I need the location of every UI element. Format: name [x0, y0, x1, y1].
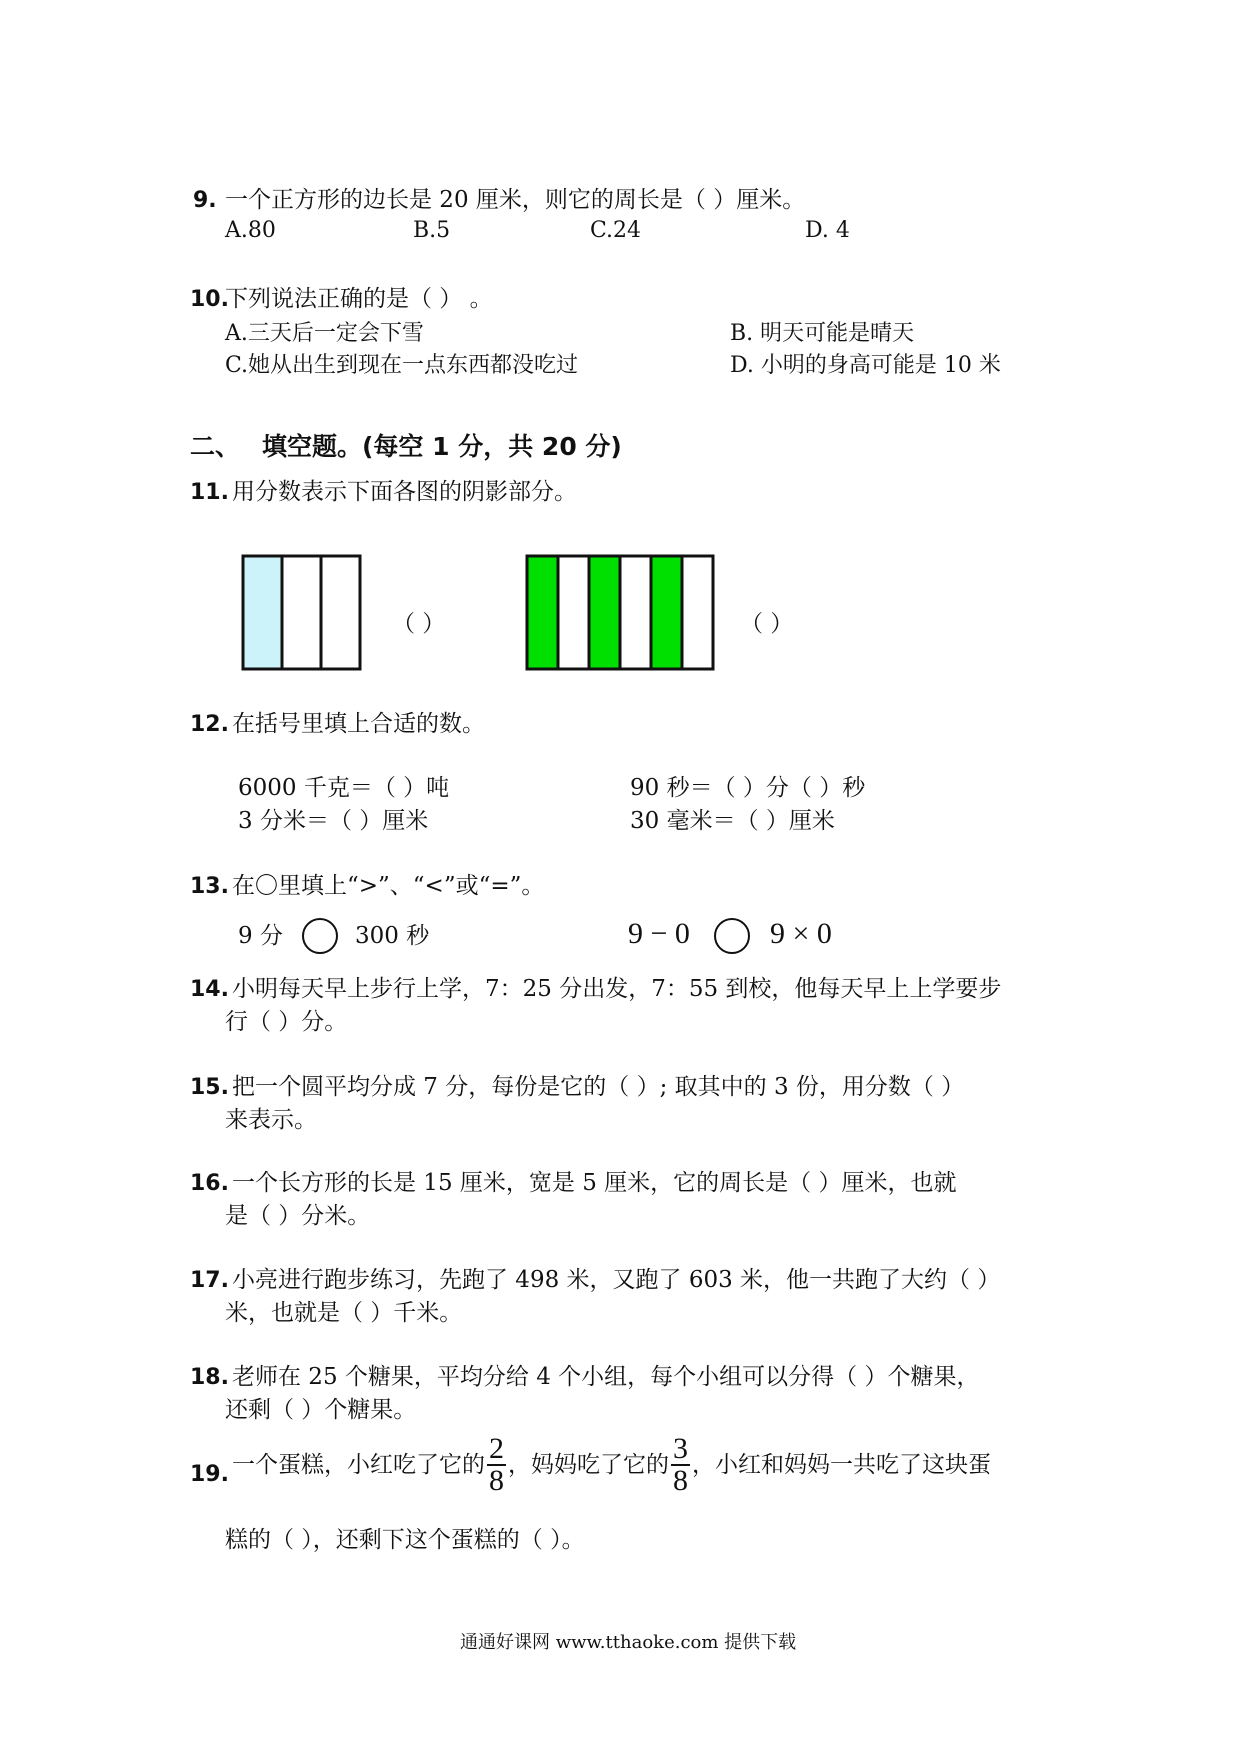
- q9-text: 一个正方形的边长是 20 厘米，则它的周长是（ ）厘米。: [225, 187, 806, 213]
- q18-line-2: 还剩（ ）个糖果。: [225, 1397, 417, 1423]
- q16-line-1: 一个长方形的长是 15 厘米，宽是 5 厘米，它的周长是（ ）厘米，也就: [232, 1170, 957, 1196]
- q18-number: 18.: [190, 1365, 229, 1390]
- q18-line-1: 老师在 25 个糖果，平均分给 4 个小组，每个小组可以分得（ ）个糖果，: [232, 1364, 980, 1390]
- q10-option-b: B. 明天可能是晴天: [730, 321, 915, 346]
- fraction-1-denominator: 8: [489, 1464, 504, 1497]
- figure2-part-2: [558, 556, 589, 669]
- q13-left-b: 9 − 0: [628, 917, 690, 950]
- q12-item-2: 90 秒＝（ ）分（ ）秒: [630, 775, 866, 801]
- q13-left-a: 9 分: [238, 923, 283, 949]
- fraction-three-eighths: [671, 1434, 690, 1496]
- q10-text: 下列说法正确的是（ ） 。: [225, 286, 493, 312]
- figure2-part-6: [682, 556, 713, 669]
- q19-part-1: 一个蛋糕，小红吃了它的: [232, 1452, 485, 1478]
- q14-number: 14.: [190, 977, 229, 1002]
- q19-line-1: [232, 1430, 991, 1500]
- q14-line-1: 小明每天早上步行上学，7：25 分出发，7：55 到校，他每天早上上学要步: [232, 976, 1002, 1002]
- q12-number: 12.: [190, 712, 229, 737]
- section-2-number: 二、: [190, 432, 241, 461]
- figure1-part-1-shaded: [243, 556, 282, 669]
- q11-number: 11.: [190, 480, 229, 505]
- q10-option-c: C.她从出生到现在一点东西都没吃过: [225, 353, 579, 378]
- fraction-2-denominator: 8: [673, 1464, 688, 1497]
- figure1-answer-blank: （ ）: [392, 611, 446, 637]
- q13-text: 在〇里填上“>”、“<”或“=”。: [232, 873, 545, 899]
- q15-line-1: 把一个圆平均分成 7 分，每份是它的（ ）; 取其中的 3 份，用分数（ ）: [232, 1074, 965, 1100]
- q15-number: 15.: [190, 1075, 229, 1100]
- q12-item-1: 6000 千克＝（ ）吨: [238, 775, 450, 801]
- figure2-part-1-shaded: [527, 556, 558, 669]
- q13-right-a: 300 秒: [355, 923, 430, 949]
- q13-number: 13.: [190, 874, 229, 899]
- q12-item-3: 3 分米＝（ ）厘米: [238, 808, 429, 834]
- compare-circle-a[interactable]: [302, 918, 338, 954]
- q14-line-2: 行（ ）分。: [225, 1009, 348, 1035]
- q10-option-a: A.三天后一定会下雪: [225, 321, 424, 346]
- q17-line-1: 小亮进行跑步练习，先跑了 498 米，又跑了 603 米，他一共跑了大约（ ）: [232, 1267, 1001, 1293]
- footer-credit: 通通好课网 www.tthaoke.com 提供下载: [460, 1632, 797, 1653]
- figure1-part-3: [321, 556, 360, 669]
- figure2-answer-blank: （ ）: [740, 611, 794, 637]
- section-2-title: 填空题。(每空 1 分，共 20 分): [262, 432, 622, 461]
- q9-option-b: B.5: [413, 218, 451, 243]
- q10-option-d: D. 小明的身高可能是 10 米: [730, 353, 1001, 378]
- q12-text: 在括号里填上合适的数。: [232, 711, 485, 737]
- q19-part-2: ，妈妈吃了它的: [508, 1452, 669, 1478]
- figure2-part-5-shaded: [651, 556, 682, 669]
- q19-line-2: 糕的（ ），还剩下这个蛋糕的（ ）。: [225, 1527, 585, 1553]
- q13-right-b: 9 × 0: [770, 917, 832, 950]
- q9-option-c: C.24: [590, 218, 642, 243]
- q16-number: 16.: [190, 1171, 229, 1196]
- q19-part-3: ，小红和妈妈一共吃了这块蛋: [692, 1452, 991, 1478]
- q16-line-2: 是（ ）分米。: [225, 1203, 371, 1229]
- fraction-figure-thirds: [240, 553, 365, 673]
- q11-text: 用分数表示下面各图的阴影部分。: [232, 479, 577, 505]
- q17-line-2: 米，也就是（ ）千米。: [225, 1300, 463, 1326]
- q12-item-4: 30 毫米＝（ ）厘米: [630, 808, 835, 834]
- fraction-1-numerator: 2: [489, 1432, 504, 1465]
- q15-line-2: 来表示。: [225, 1107, 317, 1133]
- compare-circle-b[interactable]: [714, 918, 750, 954]
- q9-number: 9.: [193, 188, 217, 213]
- q10-number: 10.: [190, 287, 229, 312]
- q9-option-a: A.80: [225, 218, 276, 243]
- q17-number: 17.: [190, 1268, 229, 1293]
- fraction-two-eighths: [487, 1434, 506, 1496]
- fraction-2-numerator: 3: [673, 1432, 688, 1465]
- figure2-part-3-shaded: [589, 556, 620, 669]
- q19-number: 19.: [190, 1462, 229, 1487]
- fraction-figure-sixths: [524, 553, 717, 673]
- q9-option-d: D. 4: [805, 218, 850, 243]
- figure2-part-4: [620, 556, 651, 669]
- figure1-part-2: [282, 556, 321, 669]
